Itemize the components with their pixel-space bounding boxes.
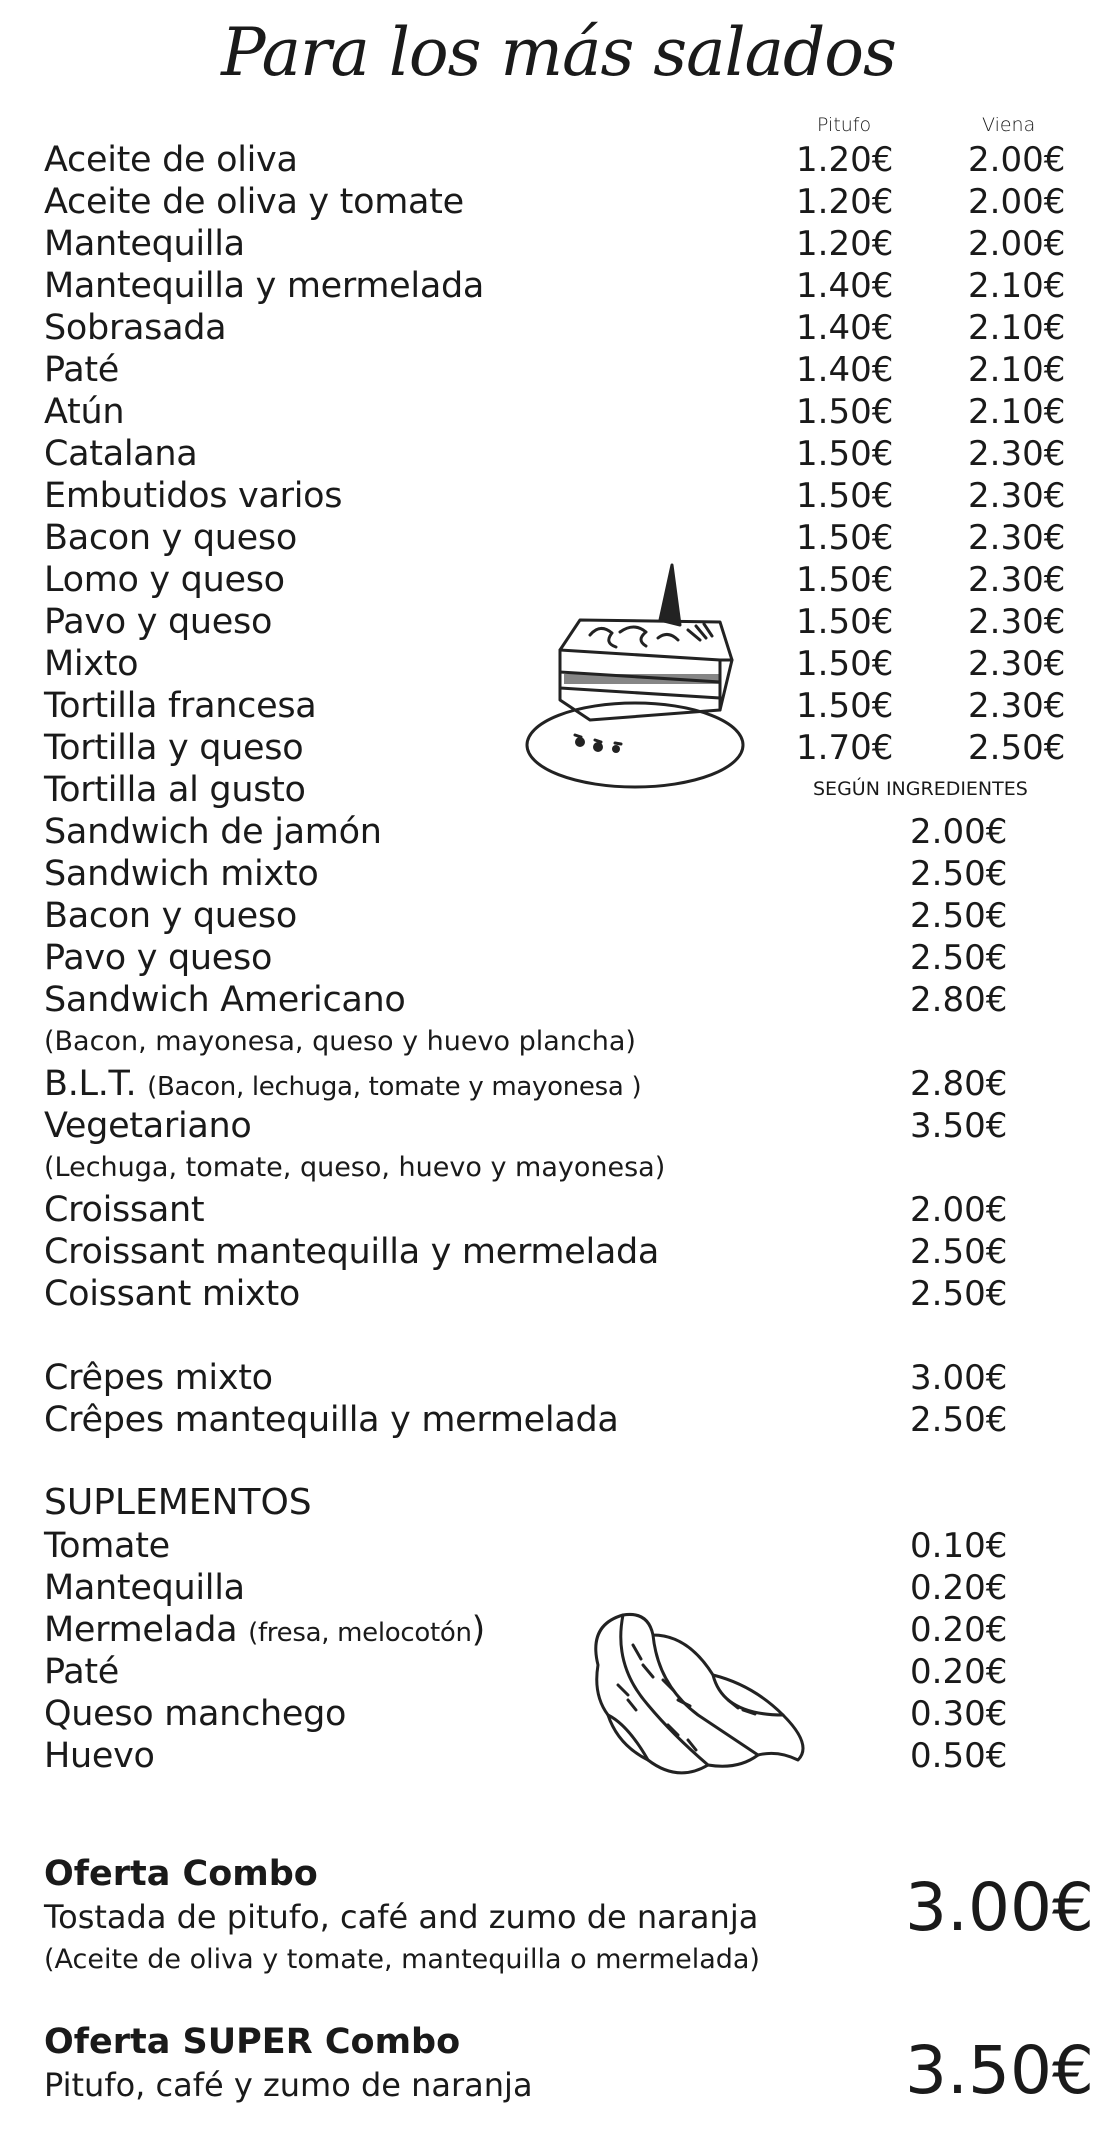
menu-item: Sandwich de jamón 2.00€ (44, 812, 1008, 852)
super-combo-description: Pitufo, café y zumo de naranja (44, 2066, 533, 2104)
menu-item: Lomo y queso 1.50€ 2.30€ (44, 560, 1066, 600)
menu-item: Crêpes mantequilla y mermelada 2.50€ (44, 1400, 1008, 1440)
combo-note: (Aceite de oliva y tomate, mantequilla o mermelada) (44, 1944, 760, 1975)
menu-item: Embutidos varios 1.50€ 2.30€ (44, 476, 1066, 516)
menu-item: Paté 0.20€ (44, 1652, 1008, 1692)
suplementos-heading: SUPLEMENTOS (44, 1482, 312, 1523)
menu-item: Mantequilla 1.20€ 2.00€ (44, 224, 1066, 264)
menu-item: Croissant mantequilla y mermelada 2.50€ (44, 1232, 1008, 1272)
menu-item-tortilla-gusto: Tortilla al gusto (44, 770, 306, 810)
menu-item: Bacon y queso 1.50€ 2.30€ (44, 518, 1066, 558)
menu-item: Coissant mixto 2.50€ (44, 1274, 1008, 1314)
menu-item: Tomate 0.10€ (44, 1526, 1008, 1566)
menu-item: Sobrasada 1.40€ 2.10€ (44, 308, 1066, 348)
super-combo-price: 3.50€ (905, 2032, 1094, 2109)
menu-item: Tortilla y queso 1.70€ 2.50€ (44, 728, 1066, 768)
menu-item: Sandwich Americano 2.80€ (44, 980, 1008, 1020)
menu-item: Queso manchego 0.30€ (44, 1694, 1008, 1734)
combo-price: 3.00€ (905, 1869, 1094, 1946)
menu-item: Paté 1.40€ 2.10€ (44, 350, 1066, 390)
menu-item: Atún 1.50€ 2.10€ (44, 392, 1066, 432)
menu-item: Catalana 1.50€ 2.30€ (44, 434, 1066, 474)
menu-item: Mermelada (fresa, melocotón) 0.20€ (44, 1610, 1008, 1650)
item-note: (Lechuga, tomate, queso, huevo y mayonesa) (44, 1152, 666, 1183)
croissant-icon (578, 1605, 818, 1795)
combo-title: Oferta Combo (44, 1854, 318, 1894)
menu-item: Aceite de oliva 1.20€ 2.00€ (44, 140, 1066, 180)
menu-item: B.L.T. (Bacon, lechuga, tomate y mayonesa ) 2.80€ (44, 1064, 1008, 1104)
super-combo-title: Oferta SUPER Combo (44, 2022, 461, 2062)
price-segun-ingredientes: SEGÚN INGREDIENTES (813, 778, 1028, 800)
cake-slice-icon (520, 560, 760, 810)
menu-item: Huevo 0.50€ (44, 1736, 1008, 1776)
menu-item: Sandwich mixto 2.50€ (44, 854, 1008, 894)
column-header-viena: Viena (982, 114, 1036, 136)
menu-item: Mixto 1.50€ 2.30€ (44, 644, 1066, 684)
menu-item: Mantequilla 0.20€ (44, 1568, 1008, 1608)
combo-description: Tostada de pitufo, café and zumo de naranja (44, 1898, 759, 1936)
page-title: Para los más salados (221, 14, 896, 91)
menu-item: Mantequilla y mermelada 1.40€ 2.10€ (44, 266, 1066, 306)
menu-item: Aceite de oliva y tomate 1.20€ 2.00€ (44, 182, 1066, 222)
menu-item: Tortilla francesa 1.50€ 2.30€ (44, 686, 1066, 726)
menu-item: Crêpes mixto 3.00€ (44, 1358, 1008, 1398)
menu-item: Vegetariano 3.50€ (44, 1106, 1008, 1146)
item-note: (Bacon, mayonesa, queso y huevo plancha) (44, 1026, 636, 1057)
menu-item: Pavo y queso 2.50€ (44, 938, 1008, 978)
menu-item: Bacon y queso 2.50€ (44, 896, 1008, 936)
menu-item: Pavo y queso 1.50€ 2.30€ (44, 602, 1066, 642)
menu-item: Croissant 2.00€ (44, 1190, 1008, 1230)
column-header-pitufo: Pitufo (817, 114, 872, 136)
